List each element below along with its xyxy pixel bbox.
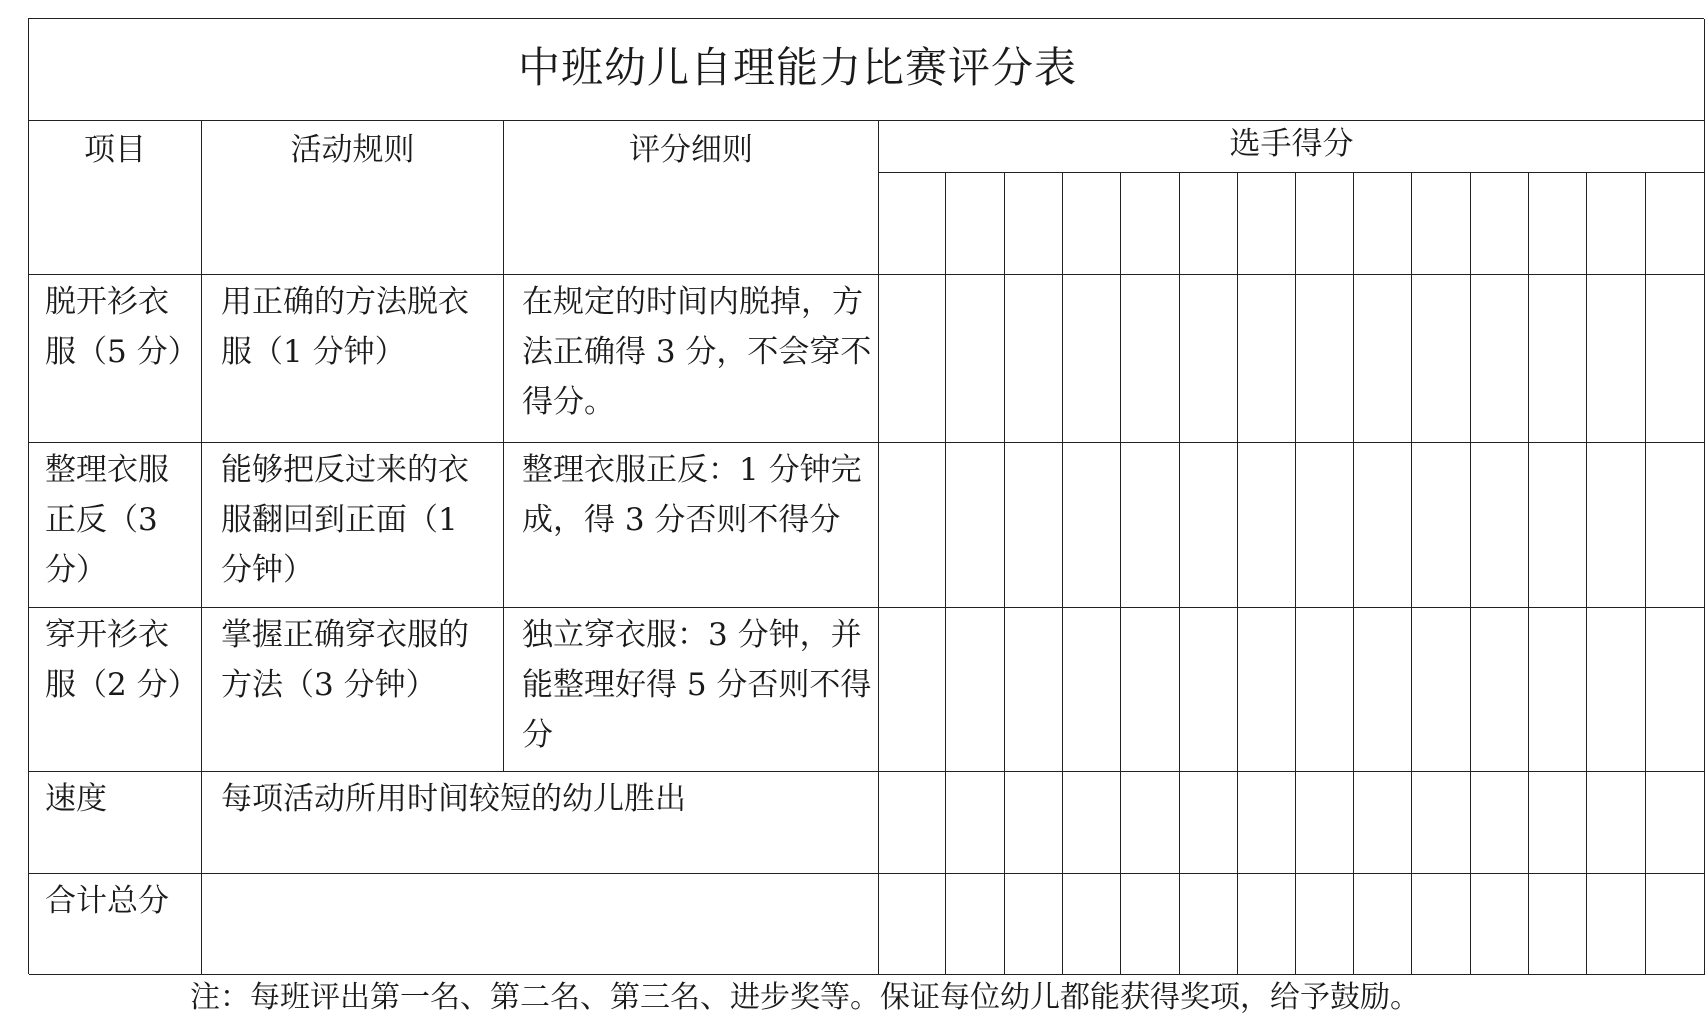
header-scores: 选手得分 bbox=[879, 121, 1705, 173]
score-cell bbox=[1471, 772, 1529, 874]
score-cell bbox=[879, 772, 946, 874]
table-title bbox=[29, 19, 1705, 121]
score-cell bbox=[946, 608, 1005, 772]
score-cell bbox=[1587, 772, 1646, 874]
score-cell bbox=[1354, 443, 1412, 608]
score-cell bbox=[1063, 874, 1121, 975]
score-cell bbox=[1354, 874, 1412, 975]
row-1-item: 脱开衫衣服（5 分） bbox=[29, 275, 202, 443]
score-cell bbox=[1063, 608, 1121, 772]
score-cell bbox=[1354, 173, 1412, 275]
score-cell bbox=[1471, 874, 1529, 975]
score-cell bbox=[1296, 772, 1354, 874]
score-cell bbox=[1529, 173, 1587, 275]
score-cell bbox=[1180, 772, 1238, 874]
score-cell bbox=[1121, 173, 1180, 275]
row-1-rule: 用正确的方法脱衣服（1 分钟） bbox=[202, 275, 504, 443]
score-cell bbox=[1587, 608, 1646, 772]
score-cell bbox=[1587, 173, 1646, 275]
score-cell bbox=[1180, 173, 1238, 275]
score-cell bbox=[946, 173, 1005, 275]
score-cell bbox=[1180, 608, 1238, 772]
score-cell bbox=[1238, 275, 1296, 443]
score-cell bbox=[1471, 173, 1529, 275]
score-cell bbox=[1529, 275, 1587, 443]
header-criteria: 评分细则 bbox=[504, 121, 879, 275]
score-cell bbox=[1587, 275, 1646, 443]
row-3-rule: 掌握正确穿衣服的方法（3 分钟） bbox=[202, 608, 504, 772]
score-cell bbox=[1296, 443, 1354, 608]
score-cell bbox=[1121, 443, 1180, 608]
score-cell bbox=[1471, 275, 1529, 443]
row-2-item: 整理衣服正反（3 分） bbox=[29, 443, 202, 608]
score-cell bbox=[946, 874, 1005, 975]
row-2-criteria: 整理衣服正反：1 分钟完成，得 3 分否则不得分 bbox=[504, 443, 879, 608]
score-cell bbox=[1238, 173, 1296, 275]
header-rule: 活动规则 bbox=[202, 121, 504, 275]
total-item: 合计总分 bbox=[29, 874, 202, 975]
score-cell bbox=[946, 275, 1005, 443]
row-3-item: 穿开衫衣服（2 分） bbox=[29, 608, 202, 772]
score-cell bbox=[1354, 608, 1412, 772]
score-cell bbox=[1063, 772, 1121, 874]
score-cell bbox=[1121, 608, 1180, 772]
score-cell bbox=[1646, 772, 1705, 874]
speed-rule: 每项活动所用时间较短的幼儿胜出 bbox=[202, 772, 879, 874]
score-cell bbox=[1412, 275, 1471, 443]
score-cell bbox=[1296, 173, 1354, 275]
score-cell bbox=[1529, 608, 1587, 772]
score-cell bbox=[1646, 275, 1705, 443]
score-cell bbox=[1529, 772, 1587, 874]
score-cell bbox=[1412, 874, 1471, 975]
score-cell bbox=[1646, 173, 1705, 275]
row-3-criteria: 独立穿衣服：3 分钟，并能整理好得 5 分否则不得分 bbox=[504, 608, 879, 772]
score-cell bbox=[1238, 608, 1296, 772]
score-cell bbox=[1238, 874, 1296, 975]
score-cell bbox=[1646, 443, 1705, 608]
score-cell bbox=[1180, 874, 1238, 975]
score-cell bbox=[1296, 275, 1354, 443]
scoring-table bbox=[28, 18, 1704, 974]
score-cell bbox=[879, 173, 946, 275]
score-cell bbox=[1005, 443, 1063, 608]
score-cell bbox=[1646, 874, 1705, 975]
score-cell bbox=[1005, 275, 1063, 443]
score-cell bbox=[879, 443, 946, 608]
table-title-text: 中班幼儿自理能力比赛评分表 bbox=[517, 43, 1077, 92]
score-cell bbox=[1587, 874, 1646, 975]
score-cell bbox=[1354, 275, 1412, 443]
row-2-rule: 能够把反过来的衣服翻回到正面（1 分钟） bbox=[202, 443, 504, 608]
total-value bbox=[202, 874, 879, 975]
score-cell bbox=[1063, 275, 1121, 443]
score-cell bbox=[879, 874, 946, 975]
score-cell bbox=[1005, 874, 1063, 975]
score-cell bbox=[1296, 874, 1354, 975]
score-cell bbox=[1412, 608, 1471, 772]
score-cell bbox=[1354, 772, 1412, 874]
score-cell bbox=[1121, 772, 1180, 874]
header-item: 项目 bbox=[29, 121, 202, 275]
score-cell bbox=[1238, 443, 1296, 608]
score-cell bbox=[946, 772, 1005, 874]
score-cell bbox=[1005, 608, 1063, 772]
score-cell bbox=[879, 608, 946, 772]
footnote: 注：每班评出第一名、第二名、第三名、进步奖等。保证每位幼儿都能获得奖项，给予鼓励。 bbox=[190, 980, 1420, 1015]
score-cell bbox=[1412, 443, 1471, 608]
score-cell bbox=[1296, 608, 1354, 772]
score-cell bbox=[1646, 608, 1705, 772]
score-cell bbox=[1121, 275, 1180, 443]
score-cell bbox=[1238, 772, 1296, 874]
score-cell bbox=[1121, 874, 1180, 975]
score-cell bbox=[1063, 173, 1121, 275]
score-cell bbox=[1471, 443, 1529, 608]
score-cell bbox=[946, 443, 1005, 608]
score-cell bbox=[1587, 443, 1646, 608]
score-cell bbox=[1005, 772, 1063, 874]
score-cell bbox=[1529, 443, 1587, 608]
score-cell bbox=[1180, 275, 1238, 443]
score-cell bbox=[1471, 608, 1529, 772]
score-cell bbox=[1529, 874, 1587, 975]
score-cell bbox=[1180, 443, 1238, 608]
score-cell bbox=[1412, 772, 1471, 874]
score-cell bbox=[879, 275, 946, 443]
row-1-criteria: 在规定的时间内脱掉，方法正确得 3 分，不会穿不得分。 bbox=[504, 275, 879, 443]
score-cell bbox=[1412, 173, 1471, 275]
score-cell bbox=[1005, 173, 1063, 275]
score-cell bbox=[1063, 443, 1121, 608]
speed-item: 速度 bbox=[29, 772, 202, 874]
